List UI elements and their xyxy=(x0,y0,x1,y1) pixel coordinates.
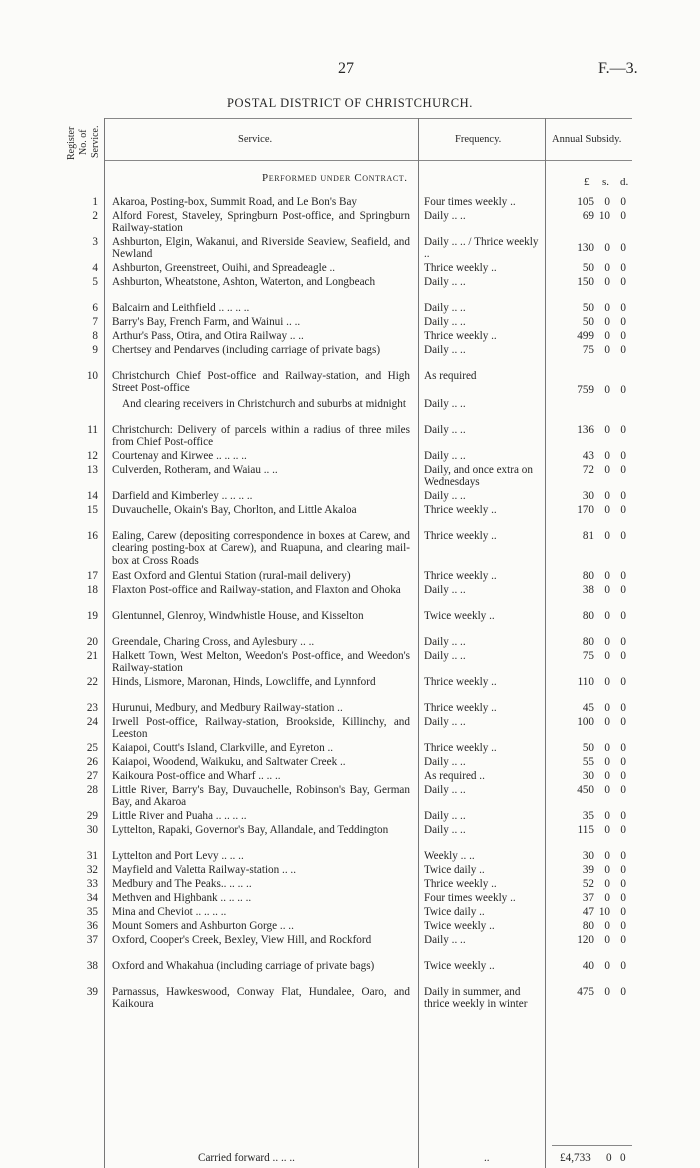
register-number: 36 xyxy=(86,920,98,932)
subsidy-shillings: 0 xyxy=(604,464,610,476)
subsidy-pounds: 130 xyxy=(577,242,594,254)
carried-forward-label: Carried forward .. .. .. xyxy=(198,1152,295,1164)
subsidy-pounds: 37 xyxy=(582,892,594,904)
frequency: Daily .. .. xyxy=(424,424,466,436)
subsidy-pounds: 50 xyxy=(582,742,594,754)
subsidy-pence: 0 xyxy=(620,920,626,932)
service-description: Lyttelton and Port Levy .. .. .. xyxy=(112,850,244,862)
register-number: 27 xyxy=(86,770,98,782)
subsidy-pence: 0 xyxy=(620,610,626,622)
subsidy-pounds: 75 xyxy=(582,344,594,356)
subsidy-shillings: 0 xyxy=(604,424,610,436)
frequency: Twice weekly .. xyxy=(424,920,495,932)
register-number: 15 xyxy=(86,504,98,516)
service-description-continued: And clearing receivers in Christchurch and suburbs at midnight xyxy=(122,398,406,410)
frequency: Thrice weekly .. xyxy=(424,504,497,516)
subsidy-pence: 0 xyxy=(620,636,626,648)
frequency: Daily .. .. xyxy=(424,210,466,222)
subsidy-pounds: 38 xyxy=(582,584,594,596)
service-description: Ealing, Carew (depositing correspondence in boxes at Carew, and clearing posting-box at Carew), and Ruapuna, and clearing mail-box at Cross Roads xyxy=(112,530,410,567)
subsidy-pounds: 759 xyxy=(577,384,594,396)
subsidy-pence: 0 xyxy=(620,770,626,782)
frequency: Daily .. .. xyxy=(424,490,466,502)
frequency: Daily .. .. xyxy=(424,636,466,648)
subsidy-pounds: 110 xyxy=(577,676,594,688)
service-description: Greendale, Charing Cross, and Aylesbury .. .. xyxy=(112,636,315,648)
subsidy-pounds: 45 xyxy=(582,702,594,714)
subsidy-shillings: 0 xyxy=(604,920,610,932)
service-description: Flaxton Post-office and Railway-station, and Flaxton and Ohoka xyxy=(112,584,401,596)
frequency: Thrice weekly .. xyxy=(424,742,497,754)
register-number: 9 xyxy=(92,344,98,356)
register-number: 32 xyxy=(86,864,98,876)
service-description: Christchurch Chief Post-office and Railway-station, and High Street Post-office xyxy=(112,370,410,395)
service-description: Courtenay and Kirwee .. .. .. .. xyxy=(112,450,247,462)
frequency: Daily, and once extra on Wednesdays xyxy=(424,464,533,489)
register-number: 22 xyxy=(86,676,98,688)
service-description: Little River and Puaha .. .. .. .. xyxy=(112,810,247,822)
frequency-column-header: Frequency. xyxy=(455,134,502,145)
service-description: Duvauchelle, Okain's Bay, Chorlton, and Little Akaloa xyxy=(112,504,357,516)
subsidy-shillings: 0 xyxy=(604,344,610,356)
page-number: 27 xyxy=(338,60,354,77)
register-number: 16 xyxy=(86,530,98,542)
register-number: 37 xyxy=(86,934,98,946)
subsidy-pounds: 43 xyxy=(582,450,594,462)
subsidy-pounds: 35 xyxy=(582,810,594,822)
subsidy-shillings: 0 xyxy=(604,276,610,288)
service-description: Arthur's Pass, Otira, and Otira Railway .. .. xyxy=(112,330,304,342)
service-description: East Oxford and Glentui Station (rural-mail delivery) xyxy=(112,570,351,582)
service-description: Ashburton, Wheatstone, Ashton, Waterton, and Longbeach xyxy=(112,276,376,288)
frequency: Daily .. .. xyxy=(424,584,466,596)
service-description: Christchurch: Delivery of parcels within a radius of three miles from Chief Post-office xyxy=(112,424,410,449)
subsidy-shillings: 0 xyxy=(604,196,610,208)
subsidy-pounds: 136 xyxy=(577,424,594,436)
subsidy-pounds: 30 xyxy=(582,770,594,782)
subsidy-pence: 0 xyxy=(620,330,626,342)
service-description: Kaiapoi, Woodend, Waikuku, and Saltwater Creek .. xyxy=(112,756,346,768)
register-number: 10 xyxy=(86,370,98,382)
service-description: Mayfield and Valetta Railway-station .. .. xyxy=(112,864,297,876)
register-number: 19 xyxy=(86,610,98,622)
register-number: 39 xyxy=(86,986,98,998)
register-number: 17 xyxy=(86,570,98,582)
subsidy-pence: 0 xyxy=(620,986,626,998)
subsidy-shillings: 0 xyxy=(604,262,610,274)
frequency: Daily .. .. / Thrice weekly .. xyxy=(424,236,539,261)
frequency: Thrice weekly .. xyxy=(424,262,497,274)
service-description: Culverden, Rotheram, and Waiau .. .. xyxy=(112,464,278,476)
pence-symbol: d. xyxy=(620,176,629,188)
register-number: 4 xyxy=(92,262,98,274)
subsidy-pence: 0 xyxy=(620,584,626,596)
frequency: Daily in summer, and thrice weekly in winter xyxy=(424,986,528,1011)
frequency: Thrice weekly .. xyxy=(424,676,497,688)
subsidy-shillings: 0 xyxy=(604,384,610,396)
subsidy-pence: 0 xyxy=(620,850,626,862)
subsidy-pence: 0 xyxy=(620,716,626,728)
frequency: As required xyxy=(424,370,477,382)
frequency: Daily .. .. xyxy=(424,784,466,796)
subsidy-pounds: 72 xyxy=(582,464,594,476)
service-description: Lyttelton, Rapaki, Governor's Bay, Allandale, and Teddington xyxy=(112,824,389,836)
register-number: 12 xyxy=(86,450,98,462)
frequency: Daily .. .. xyxy=(424,716,466,728)
subsidy-pounds: 450 xyxy=(577,784,594,796)
register-header-2: No. of xyxy=(78,129,89,155)
frequency: Daily .. .. xyxy=(424,824,466,836)
register-number: 20 xyxy=(86,636,98,648)
service-description: Glentunnel, Glenroy, Windwhistle House, and Kisselton xyxy=(112,610,364,622)
service-description: Parnassus, Hawkeswood, Conway Flat, Hundalee, Oaro, and Kaikoura xyxy=(112,986,410,1011)
frequency: Daily .. .. xyxy=(424,302,466,314)
subsidy-shillings: 0 xyxy=(604,878,610,890)
subsidy-pounds: 50 xyxy=(582,302,594,314)
subsidy-pence: 0 xyxy=(620,504,626,516)
service-description: Ashburton, Elgin, Wakanui, and Riverside Seaview, Seafield, and Newland xyxy=(112,236,410,261)
subsidy-shillings: 0 xyxy=(604,716,610,728)
register-number: 28 xyxy=(86,784,98,796)
frequency: Daily .. .. xyxy=(424,276,466,288)
subsidy-shillings: 0 xyxy=(604,504,610,516)
service-description: Irwell Post-office, Railway-station, Brookside, Killinchy, and Leeston xyxy=(112,716,410,741)
service-description: Hinds, Lismore, Maronan, Hinds, Lowcliffe, and Lynnford xyxy=(112,676,376,688)
subsidy-pence: 0 xyxy=(620,262,626,274)
frequency: Thrice weekly .. xyxy=(424,878,497,890)
carried-forward-shillings: 0 xyxy=(606,1152,612,1164)
frequency: Twice weekly .. xyxy=(424,960,495,972)
register-header-1: Register xyxy=(66,126,77,160)
service-description: Chertsey and Pendarves (including carriage of private bags) xyxy=(112,344,381,356)
subsidy-shillings: 0 xyxy=(604,960,610,972)
subsidy-pounds: 499 xyxy=(577,330,594,342)
frequency: Four times weekly .. xyxy=(424,892,516,904)
subsidy-pounds: 120 xyxy=(577,934,594,946)
subsidy-pence: 0 xyxy=(620,450,626,462)
subsidy-pounds: 150 xyxy=(577,276,594,288)
frequency: Daily .. .. xyxy=(424,450,466,462)
subsidy-shillings: 0 xyxy=(604,934,610,946)
subsidy-shillings: 0 xyxy=(604,742,610,754)
register-number: 29 xyxy=(86,810,98,822)
frequency: Twice weekly .. xyxy=(424,610,495,622)
service-description: Kaiapoi, Coutt's Island, Clarkville, and Eyreton .. xyxy=(112,742,334,754)
register-number: 30 xyxy=(86,824,98,836)
page-reference: F.—3. xyxy=(598,60,638,77)
service-description: Medbury and The Peaks.. .. .. .. xyxy=(112,878,252,890)
service-column-header: Service. xyxy=(238,134,273,145)
subsidy-shillings: 0 xyxy=(604,810,610,822)
subsidy-shillings: 10 xyxy=(598,906,610,918)
register-number: 3 xyxy=(92,236,98,248)
subsidy-pence: 0 xyxy=(620,302,626,314)
frequency-continued: Daily .. .. xyxy=(424,398,466,410)
subsidy-shillings: 0 xyxy=(604,584,610,596)
frequency: Thrice weekly .. xyxy=(424,530,497,542)
subsidy-shillings: 0 xyxy=(604,756,610,768)
subsidy-pounds: 81 xyxy=(582,530,594,542)
frequency: Daily .. .. xyxy=(424,650,466,662)
frequency: Four times weekly .. xyxy=(424,196,516,208)
register-number: 7 xyxy=(92,316,98,328)
subsidy-pounds: 30 xyxy=(582,850,594,862)
subsidy-pence: 0 xyxy=(620,742,626,754)
service-description: Balcairn and Leithfield .. .. .. .. xyxy=(112,302,250,314)
register-number: 33 xyxy=(86,878,98,890)
subsidy-pounds: 80 xyxy=(582,570,594,582)
frequency: Thrice weekly .. xyxy=(424,702,497,714)
subsidy-pounds: 55 xyxy=(582,756,594,768)
subsidy-shillings: 0 xyxy=(604,610,610,622)
subsidy-pence: 0 xyxy=(620,784,626,796)
subsidy-shillings: 0 xyxy=(604,850,610,862)
subsidy-shillings: 0 xyxy=(604,702,610,714)
pounds-symbol: £ xyxy=(584,176,590,188)
subsidy-shillings: 0 xyxy=(604,824,610,836)
register-number: 8 xyxy=(92,330,98,342)
subsidy-pounds: 47 xyxy=(582,906,594,918)
table-header-rule xyxy=(104,160,632,161)
service-description: Darfield and Kimberley .. .. .. .. xyxy=(112,490,253,502)
subsidy-pence: 0 xyxy=(620,316,626,328)
section-heading: Performed under Contract. xyxy=(262,172,408,184)
subsidy-pence: 0 xyxy=(620,570,626,582)
subsidy-shillings: 0 xyxy=(604,490,610,502)
frequency: As required .. xyxy=(424,770,485,782)
subsidy-shillings: 0 xyxy=(604,302,610,314)
column-rule-frequency xyxy=(545,118,546,1168)
subsidy-pounds: 100 xyxy=(577,716,594,728)
subsidy-pence: 0 xyxy=(620,424,626,436)
register-number: 14 xyxy=(86,490,98,502)
subsidy-pence: 0 xyxy=(620,464,626,476)
subsidy-pence: 0 xyxy=(620,810,626,822)
column-rule-service xyxy=(418,118,419,1168)
subsidy-pence: 0 xyxy=(620,756,626,768)
subsidy-pounds: 105 xyxy=(577,196,594,208)
subsidy-pence: 0 xyxy=(620,676,626,688)
subsidy-pence: 0 xyxy=(620,196,626,208)
subsidy-shillings: 0 xyxy=(604,316,610,328)
service-description: Akaroa, Posting-box, Summit Road, and Le Bon's Bay xyxy=(112,196,358,208)
subsidy-pence: 0 xyxy=(620,864,626,876)
subsidy-pounds: 115 xyxy=(577,824,594,836)
register-number: 18 xyxy=(86,584,98,596)
register-number: 35 xyxy=(86,906,98,918)
subsidy-pence: 0 xyxy=(620,702,626,714)
shillings-symbol: s. xyxy=(602,176,610,188)
carried-forward-pounds: £4,733 xyxy=(560,1152,591,1164)
subsidy-pounds: 80 xyxy=(582,636,594,648)
subsidy-shillings: 0 xyxy=(604,450,610,462)
page-title: POSTAL DISTRICT OF CHRISTCHURCH. xyxy=(226,96,473,110)
table-top-rule xyxy=(104,118,632,119)
subsidy-pence: 0 xyxy=(620,384,626,396)
register-number: 11 xyxy=(87,424,98,436)
register-number: 34 xyxy=(86,892,98,904)
subsidy-shillings: 0 xyxy=(604,770,610,782)
carried-forward-pence: 0 xyxy=(620,1152,626,1164)
subsidy-pounds: 50 xyxy=(582,316,594,328)
subsidy-shillings: 0 xyxy=(604,650,610,662)
service-description: Halkett Town, West Melton, Weedon's Post-office, and Weedon's Railway-station xyxy=(112,650,410,675)
service-description: Mina and Cheviot .. .. .. .. xyxy=(112,906,227,918)
subsidy-pence: 0 xyxy=(620,892,626,904)
register-number: 6 xyxy=(92,302,98,314)
service-description: Little River, Barry's Bay, Duvauchelle, Robinson's Bay, German Bay, and Akaroa xyxy=(112,784,410,809)
register-number: 1 xyxy=(92,196,98,208)
subsidy-shillings: 0 xyxy=(604,530,610,542)
frequency: Thrice weekly .. xyxy=(424,330,497,342)
service-description: Oxford and Whakahua (including carriage of private bags) xyxy=(112,960,375,972)
subsidy-pounds: 80 xyxy=(582,610,594,622)
register-number: 13 xyxy=(86,464,98,476)
total-rule xyxy=(552,1145,632,1146)
register-header-3: Service. xyxy=(90,125,101,158)
subsidy-pence: 0 xyxy=(620,530,626,542)
subsidy-pence: 0 xyxy=(620,906,626,918)
subsidy-pence: 0 xyxy=(620,878,626,890)
subsidy-pence: 0 xyxy=(620,934,626,946)
service-description: Ashburton, Greenstreet, Ouihi, and Spreadeagle .. xyxy=(112,262,336,274)
subsidy-pounds: 40 xyxy=(582,960,594,972)
service-description: Alford Forest, Staveley, Springburn Post-office, and Springburn Railway-station xyxy=(112,210,410,235)
service-description: Oxford, Cooper's Creek, Bexley, View Hill, and Rockford xyxy=(112,934,372,946)
subsidy-pence: 0 xyxy=(620,242,626,254)
subsidy-pounds: 475 xyxy=(577,986,594,998)
register-number: 5 xyxy=(92,276,98,288)
subsidy-shillings: 0 xyxy=(604,864,610,876)
subsidy-pounds: 80 xyxy=(582,920,594,932)
subsidy-pence: 0 xyxy=(620,960,626,972)
subsidy-pounds: 69 xyxy=(582,210,594,222)
frequency: Twice daily .. xyxy=(424,906,485,918)
subsidy-shillings: 0 xyxy=(604,570,610,582)
register-number: 26 xyxy=(86,756,98,768)
service-description: Kaikoura Post-office and Wharf .. .. .. xyxy=(112,770,281,782)
subsidy-shillings: 0 xyxy=(604,330,610,342)
register-number: 23 xyxy=(86,702,98,714)
subsidy-pence: 0 xyxy=(620,210,626,222)
subsidy-pounds: 30 xyxy=(582,490,594,502)
service-description: Methven and Highbank .. .. .. .. xyxy=(112,892,252,904)
subsidy-pence: 0 xyxy=(620,276,626,288)
register-number: 31 xyxy=(86,850,98,862)
carried-forward-dots: .. xyxy=(484,1152,490,1164)
service-description: Mount Somers and Ashburton Gorge .. .. xyxy=(112,920,294,932)
subsidy-column-header: Annual Subsidy. xyxy=(552,134,622,145)
register-number: 2 xyxy=(92,210,98,222)
subsidy-shillings: 0 xyxy=(604,784,610,796)
subsidy-pounds: 39 xyxy=(582,864,594,876)
service-description: Hurunui, Medbury, and Medbury Railway-station .. xyxy=(112,702,343,714)
subsidy-shillings: 10 xyxy=(598,210,610,222)
subsidy-shillings: 0 xyxy=(604,242,610,254)
frequency: Daily .. .. xyxy=(424,756,466,768)
register-number: 38 xyxy=(86,960,98,972)
subsidy-pounds: 75 xyxy=(582,650,594,662)
register-number: 21 xyxy=(86,650,98,662)
frequency: Daily .. .. xyxy=(424,344,466,356)
column-rule-left xyxy=(104,118,105,1168)
subsidy-pounds: 50 xyxy=(582,262,594,274)
subsidy-pence: 0 xyxy=(620,650,626,662)
subsidy-pence: 0 xyxy=(620,344,626,356)
subsidy-shillings: 0 xyxy=(604,986,610,998)
frequency: Daily .. .. xyxy=(424,810,466,822)
frequency: Thrice weekly .. xyxy=(424,570,497,582)
subsidy-pounds: 52 xyxy=(582,878,594,890)
subsidy-pounds: 170 xyxy=(577,504,594,516)
subsidy-shillings: 0 xyxy=(604,676,610,688)
register-number: 25 xyxy=(86,742,98,754)
frequency: Daily .. .. xyxy=(424,316,466,328)
frequency: Weekly .. .. xyxy=(424,850,475,862)
frequency: Twice daily .. xyxy=(424,864,485,876)
register-number: 24 xyxy=(86,716,98,728)
subsidy-shillings: 0 xyxy=(604,892,610,904)
subsidy-shillings: 0 xyxy=(604,636,610,648)
service-description: Barry's Bay, French Farm, and Wainui .. .. xyxy=(112,316,301,328)
subsidy-pence: 0 xyxy=(620,824,626,836)
frequency: Daily .. .. xyxy=(424,934,466,946)
subsidy-pence: 0 xyxy=(620,490,626,502)
